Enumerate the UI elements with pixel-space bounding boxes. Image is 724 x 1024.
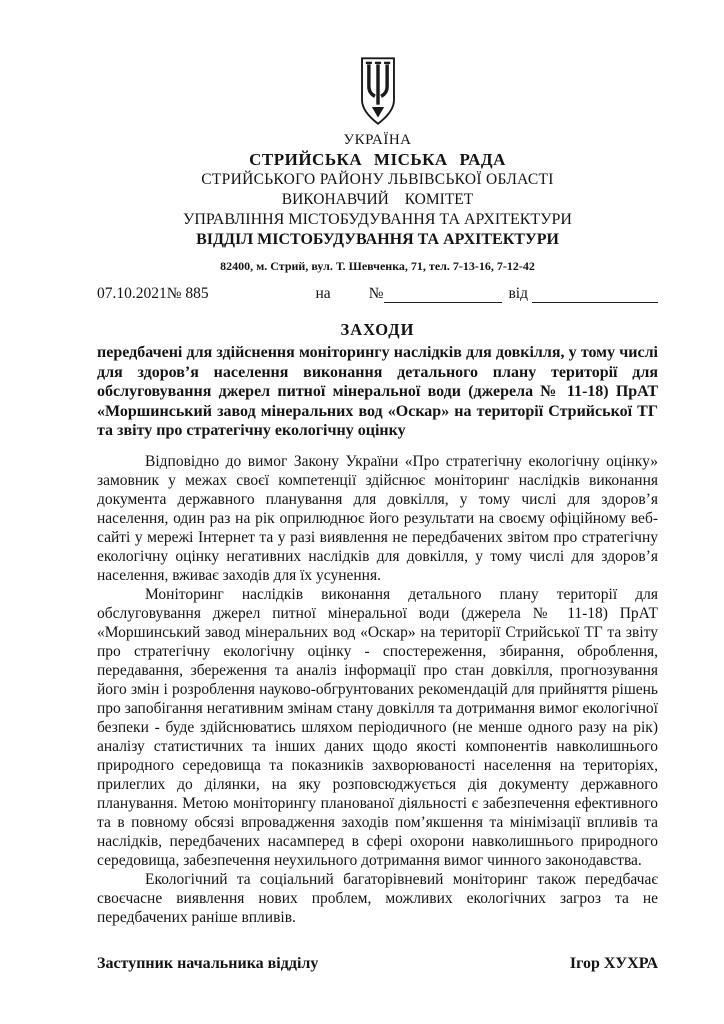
signatory-position: Заступник начальника відділу <box>97 954 319 972</box>
incoming-date-blank <box>532 288 658 303</box>
letterhead-address: 82400, м. Стрий, вул. Т. Шевченка, 71, тел. 7-13-16, 7-12-42 <box>220 259 535 273</box>
signatory-name: Ігор ХУХРА <box>569 954 658 972</box>
letterhead-division: ВІДДІЛ МІСТОБУДУВАННЯ ТА АРХІТЕКТУРИ <box>196 231 559 248</box>
number-label: № <box>368 285 384 302</box>
reference-line <box>97 285 658 303</box>
na-label: на <box>315 285 331 302</box>
document-date-and-number: 07.10.2021№ 885 <box>97 285 209 302</box>
letterhead <box>97 56 658 274</box>
document-title: ЗАХОДИ <box>340 320 415 339</box>
letterhead-council: СТРИЙСЬКА МІСЬКА РАДА <box>249 150 506 169</box>
body-paragraph-1: Відповідно до вимог Закону України «Про стратегічну екологічну оцінку» замовник у межах своєї компетенції здійснює моніторинг наслідків виконання документа державного планування для довкілля, у тому числі для здоров’я населення, один раз на рік оприлюднює його результати на своєму офіційному веб-сайті у мережі Інтернет та у разі виявлення не передбачених звітом про стратегічну екологічну оцінку негативних наслідків для довкілля, у тому числі для здоров’я населення, вживає заходів для їх усунення. <box>97 452 658 584</box>
letterhead-district: СТРИЙСЬКОГО РАЙОНУ ЛЬВІВСЬКОЇ ОБЛАСТІ <box>201 171 554 188</box>
emblem-container <box>97 56 658 126</box>
body-paragraph-2: Моніторинг наслідків виконання детального плану території для обслуговування джерел питної мінеральної води (джерела № 11-18) ПрАТ «Моршинський завод мінеральних вод «Оскар» на території Стрийської ТГ та звіту про стратегічну екологічну оцінку - спостереження, збирання, оброблення, передавання, збереження та аналіз інформації про стан довкілля, прогнозування його змін і розроблення науково-обгрунтованих рекомендацій для прийняття рішень про запобігання негативним змінам стану довкілля та дотримання вимог екологічної безпеки - буде здійснюватись шляхом періодичного (не менше одного разу на рік) аналізу статистичних та інших даних щодо якості компонентів навколишнього природного середовища та показників захворюваності населення на територіях, прилеглих до ділянки, на яку розповсюджується дія документу державного планування. Метою моніторингу планованої діяльності є забезпечення ефективного та в повному обсязі впровадження заходів пом’якшення та мінімізації впливів та наслідків, передбачених насамперед в сфері охорони навколишнього природного середовища, забезпечення неухильного дотримання вимог чинного законодавства. <box>97 585 658 869</box>
signature-row <box>97 955 658 973</box>
letterhead-country: УКРАЇНА <box>343 132 412 148</box>
document-body <box>97 452 658 927</box>
document-subtitle: передбачені для здійснення моніторингу наслідків для довкілля, у тому числі для здоров’я населення виконання детального плану території для обслуговування джерел питної мінеральної води (джерела № 11-18) ПрАТ «Моршинський завод мінеральних вод «Оскар» на території Стрийської ТГ та звіту про стратегічну екологічну оцінку <box>97 344 658 439</box>
vid-label: від <box>508 285 528 302</box>
ukraine-trident-emblem-icon <box>355 56 401 126</box>
body-paragraph-3: Екологічний та соціальний багаторівневий моніторинг також передбачає своєчасне виявлення нових проблем, можливих екологічних загроз та не передбачених раніше впливів. <box>97 870 658 926</box>
incoming-number-blank <box>384 288 502 303</box>
letterhead-committee: ВИКОНАВЧИЙ КОМІТЕТ <box>281 191 474 208</box>
letterhead-department: УПРАВЛІННЯ МІСТОБУДУВАННЯ ТА АРХІТЕКТУРИ <box>183 211 572 228</box>
incoming-reference-fields <box>316 285 659 303</box>
